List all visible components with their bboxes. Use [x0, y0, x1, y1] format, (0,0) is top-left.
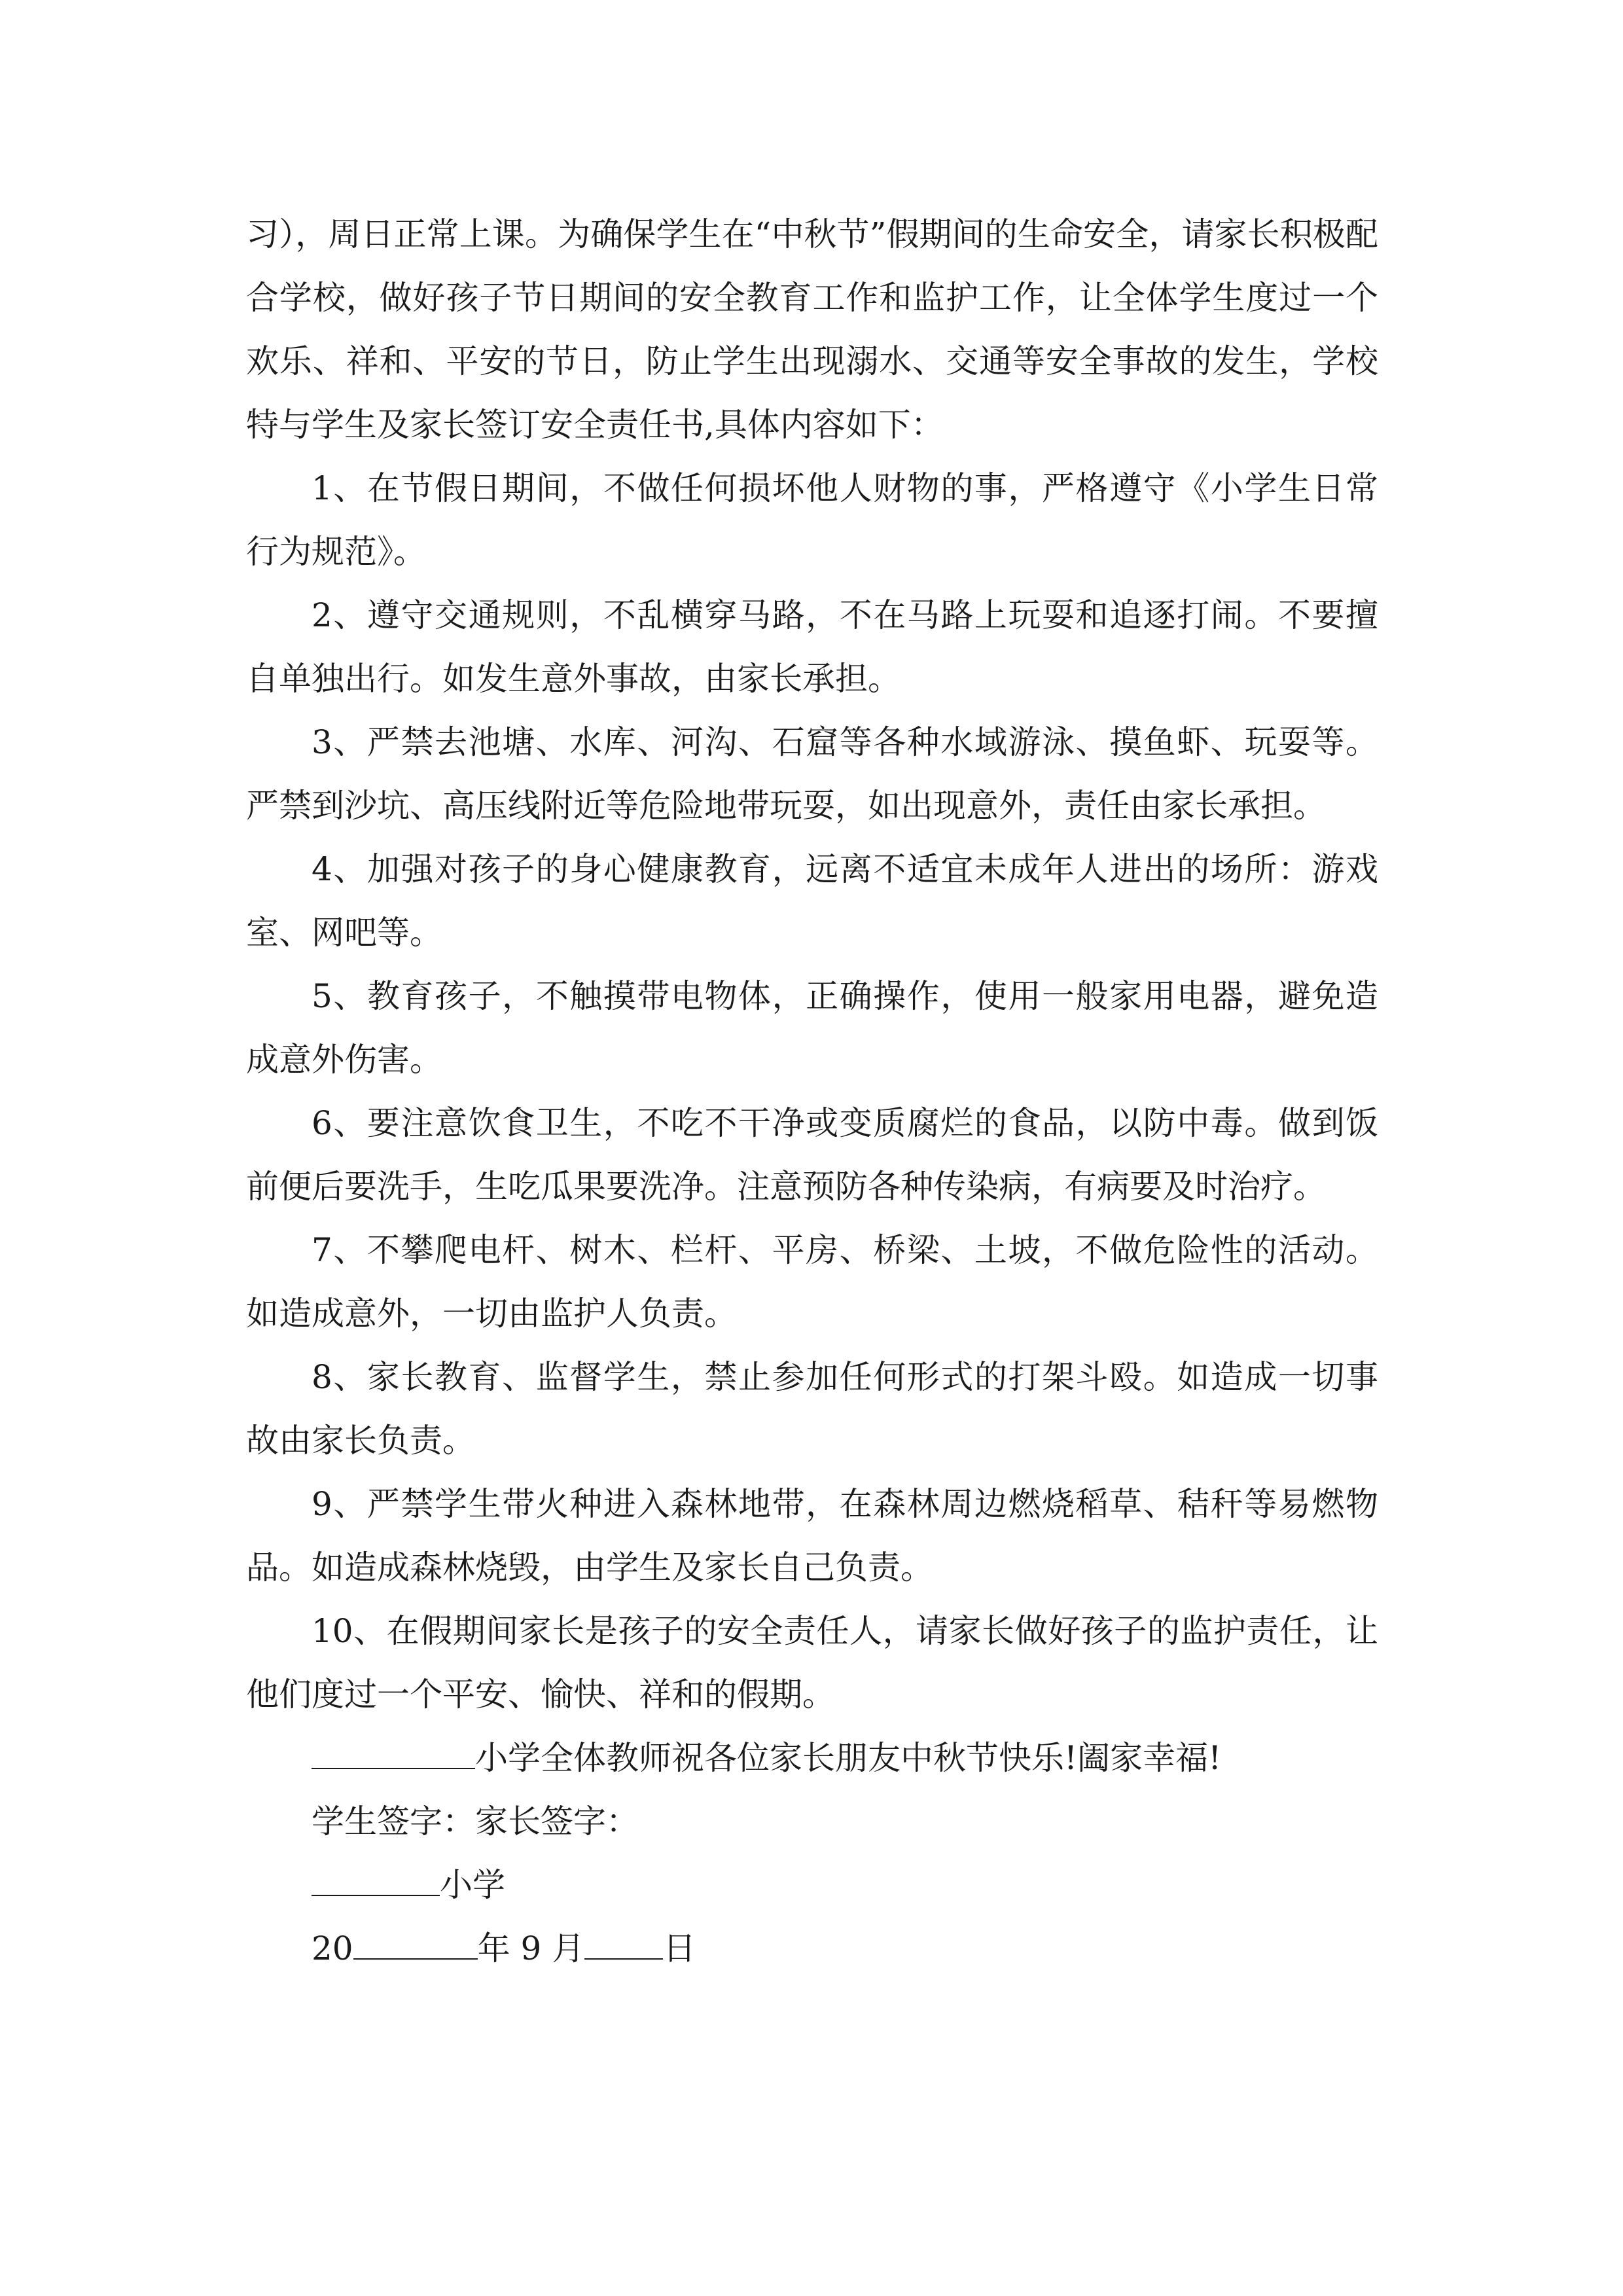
rule-item-6: 6、要注意饮食卫生，不吃不干净或变质腐烂的食品，以防中毒。做到饭前便后要洗手，生吃瓜果要洗净。注意预防各种传染病，有病要及时治疗。 — [246, 1104, 1378, 1206]
date-prefix: 20 — [312, 1929, 353, 1967]
rule-item-3: 3、严禁去池塘、水库、河沟、石窟等各种水域游泳、摸鱼虾、玩耍等。严禁到沙坑、高压线附近等危险地带玩耍，如出现意外，责任由家长承担。 — [246, 723, 1378, 825]
day-blank[interactable] — [584, 1920, 663, 1960]
school-name-blank[interactable] — [312, 1730, 475, 1769]
greeting-text: 小学全体教师祝各位家长朋友中秋节快乐!阖家幸福! — [475, 1739, 1222, 1777]
school-line — [246, 1854, 1378, 1917]
intro-paragraph: 习），周日正常上课。为确保学生在“中秋节”假期间的生命安全，请家长积极配合学校，做好孩子节日期间的安全教育工作和监护工作，让全体学生度过一个欢乐、祥和、平安的节日，防止学生出现溺水、交通等安全事故的发生，学校特与学生及家长签订安全责任书,具体内容如下： — [246, 215, 1378, 444]
document-body — [246, 203, 1378, 1981]
rule-item-10: 10、在假期间家长是孩子的安全责任人，请家长做好孩子的监护责任，让他们度过一个平安、愉快、祥和的假期。 — [246, 1612, 1378, 1713]
rule-item-8: 8、家长教育、监督学生，禁止参加任何形式的打架斗殴。如造成一切事故由家长负责。 — [246, 1358, 1378, 1460]
rule-item-9: 9、严禁学生带火种进入森林地带，在森林周边燃烧稻草、秸秆等易燃物品。如造成森林烧毁，由学生及家长自己负责。 — [246, 1485, 1378, 1587]
year-blank[interactable] — [353, 1920, 478, 1960]
school-suffix: 小学 — [440, 1866, 505, 1904]
rule-item-4: 4、加强对孩子的身心健康教育，远离不适宜未成年人进出的场所：游戏室、网吧等。 — [246, 850, 1378, 952]
signature-labels: 学生签字：家长签字： — [312, 1803, 639, 1840]
date-line — [246, 1917, 1378, 1981]
rule-item-5: 5、教育孩子，不触摸带电物体，正确操作，使用一般家用电器，避免造成意外伤害。 — [246, 977, 1378, 1079]
rule-item-7: 7、不攀爬电杆、树木、栏杆、平房、桥梁、土坡，不做危险性的活动。如造成意外，一切由监护人负责。 — [246, 1231, 1378, 1333]
greeting-line — [246, 1727, 1378, 1790]
rule-item-2: 2、遵守交通规则，不乱横穿马路，不在马路上玩耍和追逐打闹。不要擅自单独出行。如发生意外事故，由家长承担。 — [246, 596, 1378, 698]
date-suffix: 日 — [663, 1929, 696, 1967]
signature-line — [246, 1790, 1378, 1854]
school-blank[interactable] — [312, 1857, 440, 1896]
date-month: 年 9 月 — [477, 1929, 585, 1967]
rule-item-1: 1、在节假日期间，不做任何损坏他人财物的事，严格遵守《小学生日常行为规范》。 — [246, 469, 1378, 571]
